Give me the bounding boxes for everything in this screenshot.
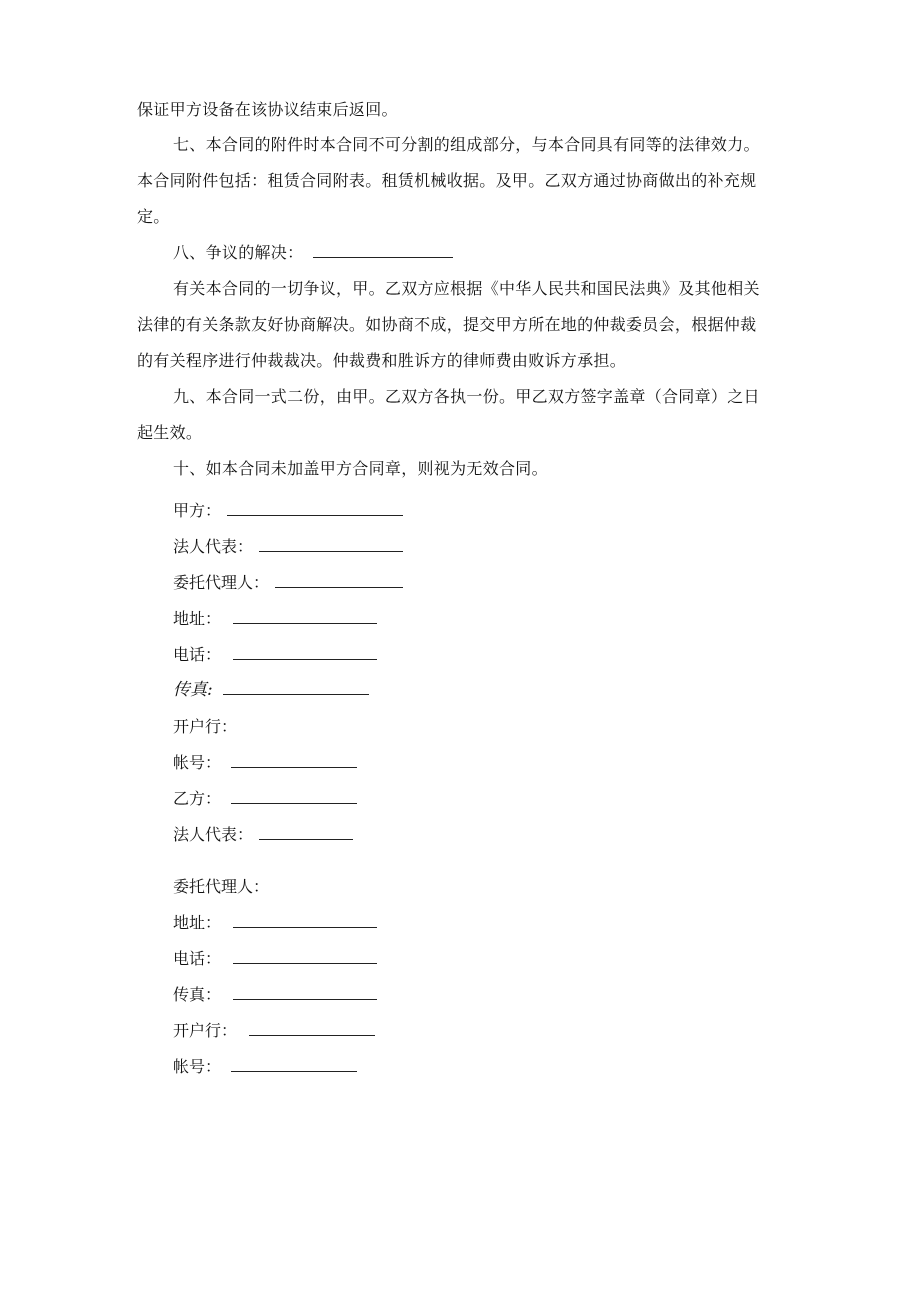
- party-b-address-blank: [233, 913, 377, 928]
- dispute-heading-text: 八、争议的解决：: [173, 243, 304, 262]
- party-a-account-field: [173, 753, 357, 773]
- party-a-fax-blank: [223, 680, 369, 695]
- party-a-label: 甲方：: [173, 501, 222, 520]
- paragraph-7-line-2: 本合同附件包括：租赁合同附表。租赁机械收据。及甲。乙双方通过协商做出的补充规: [137, 171, 757, 190]
- dispute-blank: [313, 243, 453, 258]
- party-a-address-field: [173, 609, 377, 629]
- party-a-phone-label: 电话：: [173, 645, 222, 664]
- paragraph-8-heading: [173, 243, 453, 263]
- party-b-agent-field: [173, 877, 269, 897]
- paragraph-8-line-2: 法律的有关条款友好协商解决。如协商不成，提交甲方所在地的仲裁委员会，根据仲裁: [137, 315, 757, 334]
- party-a-agent-label: 委托代理人：: [173, 573, 270, 592]
- party-b-account-field: [173, 1057, 357, 1077]
- party-a-account-label: 帐号：: [173, 753, 222, 772]
- party-a-legal-rep-label: 法人代表：: [173, 537, 254, 556]
- party-a-address-label: 地址：: [173, 609, 222, 628]
- paragraph-8-line-1: 有关本合同的一切争议，甲。乙双方应根据《中华人民共和国民法典》及其他相关: [173, 279, 760, 298]
- party-b-bank-field: [173, 1021, 375, 1041]
- party-a-agent-blank: [275, 573, 403, 588]
- party-a-phone-blank: [233, 645, 377, 660]
- party-a-agent-field: [173, 573, 403, 593]
- party-b-fax-label: 传真：: [173, 985, 222, 1004]
- party-b-blank: [231, 789, 357, 804]
- party-a-legal-rep-field: [173, 537, 403, 557]
- paragraph-6-end: 保证甲方设备在该协议结束后返回。: [137, 100, 398, 119]
- paragraph-7-line-3: 定。: [137, 207, 170, 226]
- party-a-fax-label: 传真:: [173, 680, 213, 700]
- party-a-phone-field: [173, 645, 377, 665]
- paragraph-8-line-3: 的有关程序进行仲裁裁决。仲裁费和胜诉方的律师费由败诉方承担。: [137, 351, 627, 370]
- party-b-phone-blank: [233, 949, 377, 964]
- party-b-phone-field: [173, 949, 377, 969]
- party-b-field: [173, 789, 357, 809]
- party-b-legal-rep-label: 法人代表：: [173, 825, 254, 844]
- party-a-account-blank: [231, 753, 357, 768]
- party-a-bank-field: [173, 717, 237, 737]
- party-b-label: 乙方：: [173, 789, 222, 808]
- party-b-legal-rep-blank: [259, 825, 353, 840]
- party-b-address-label: 地址：: [173, 913, 222, 932]
- party-a-legal-rep-blank: [259, 537, 403, 552]
- party-a-bank-label: 开户行：: [173, 717, 238, 736]
- party-b-bank-blank: [249, 1021, 375, 1036]
- party-b-account-blank: [231, 1057, 357, 1072]
- party-b-address-field: [173, 913, 377, 933]
- party-b-bank-label: 开户行：: [173, 1021, 238, 1040]
- party-a-blank: [227, 501, 403, 516]
- party-b-account-label: 帐号：: [173, 1057, 222, 1076]
- party-b-phone-label: 电话：: [173, 949, 222, 968]
- party-b-fax-field: [173, 985, 377, 1005]
- paragraph-9-line-1: 九、本合同一式二份，由甲。乙双方各执一份。甲乙双方签字盖章（合同章）之日: [173, 387, 760, 406]
- paragraph-7-line-1: 七、本合同的附件时本合同不可分割的组成部分，与本合同具有同等的法律效力。: [173, 135, 760, 154]
- party-b-legal-rep-field: [173, 825, 353, 845]
- party-a-address-blank: [233, 609, 377, 624]
- party-b-fax-blank: [233, 985, 377, 1000]
- party-a-fax-field: [173, 680, 369, 700]
- paragraph-10: 十、如本合同未加盖甲方合同章，则视为无效合同。: [173, 459, 548, 478]
- paragraph-9-line-2: 起生效。: [137, 423, 203, 442]
- party-b-agent-label: 委托代理人：: [173, 877, 270, 896]
- party-a-field: [173, 501, 403, 521]
